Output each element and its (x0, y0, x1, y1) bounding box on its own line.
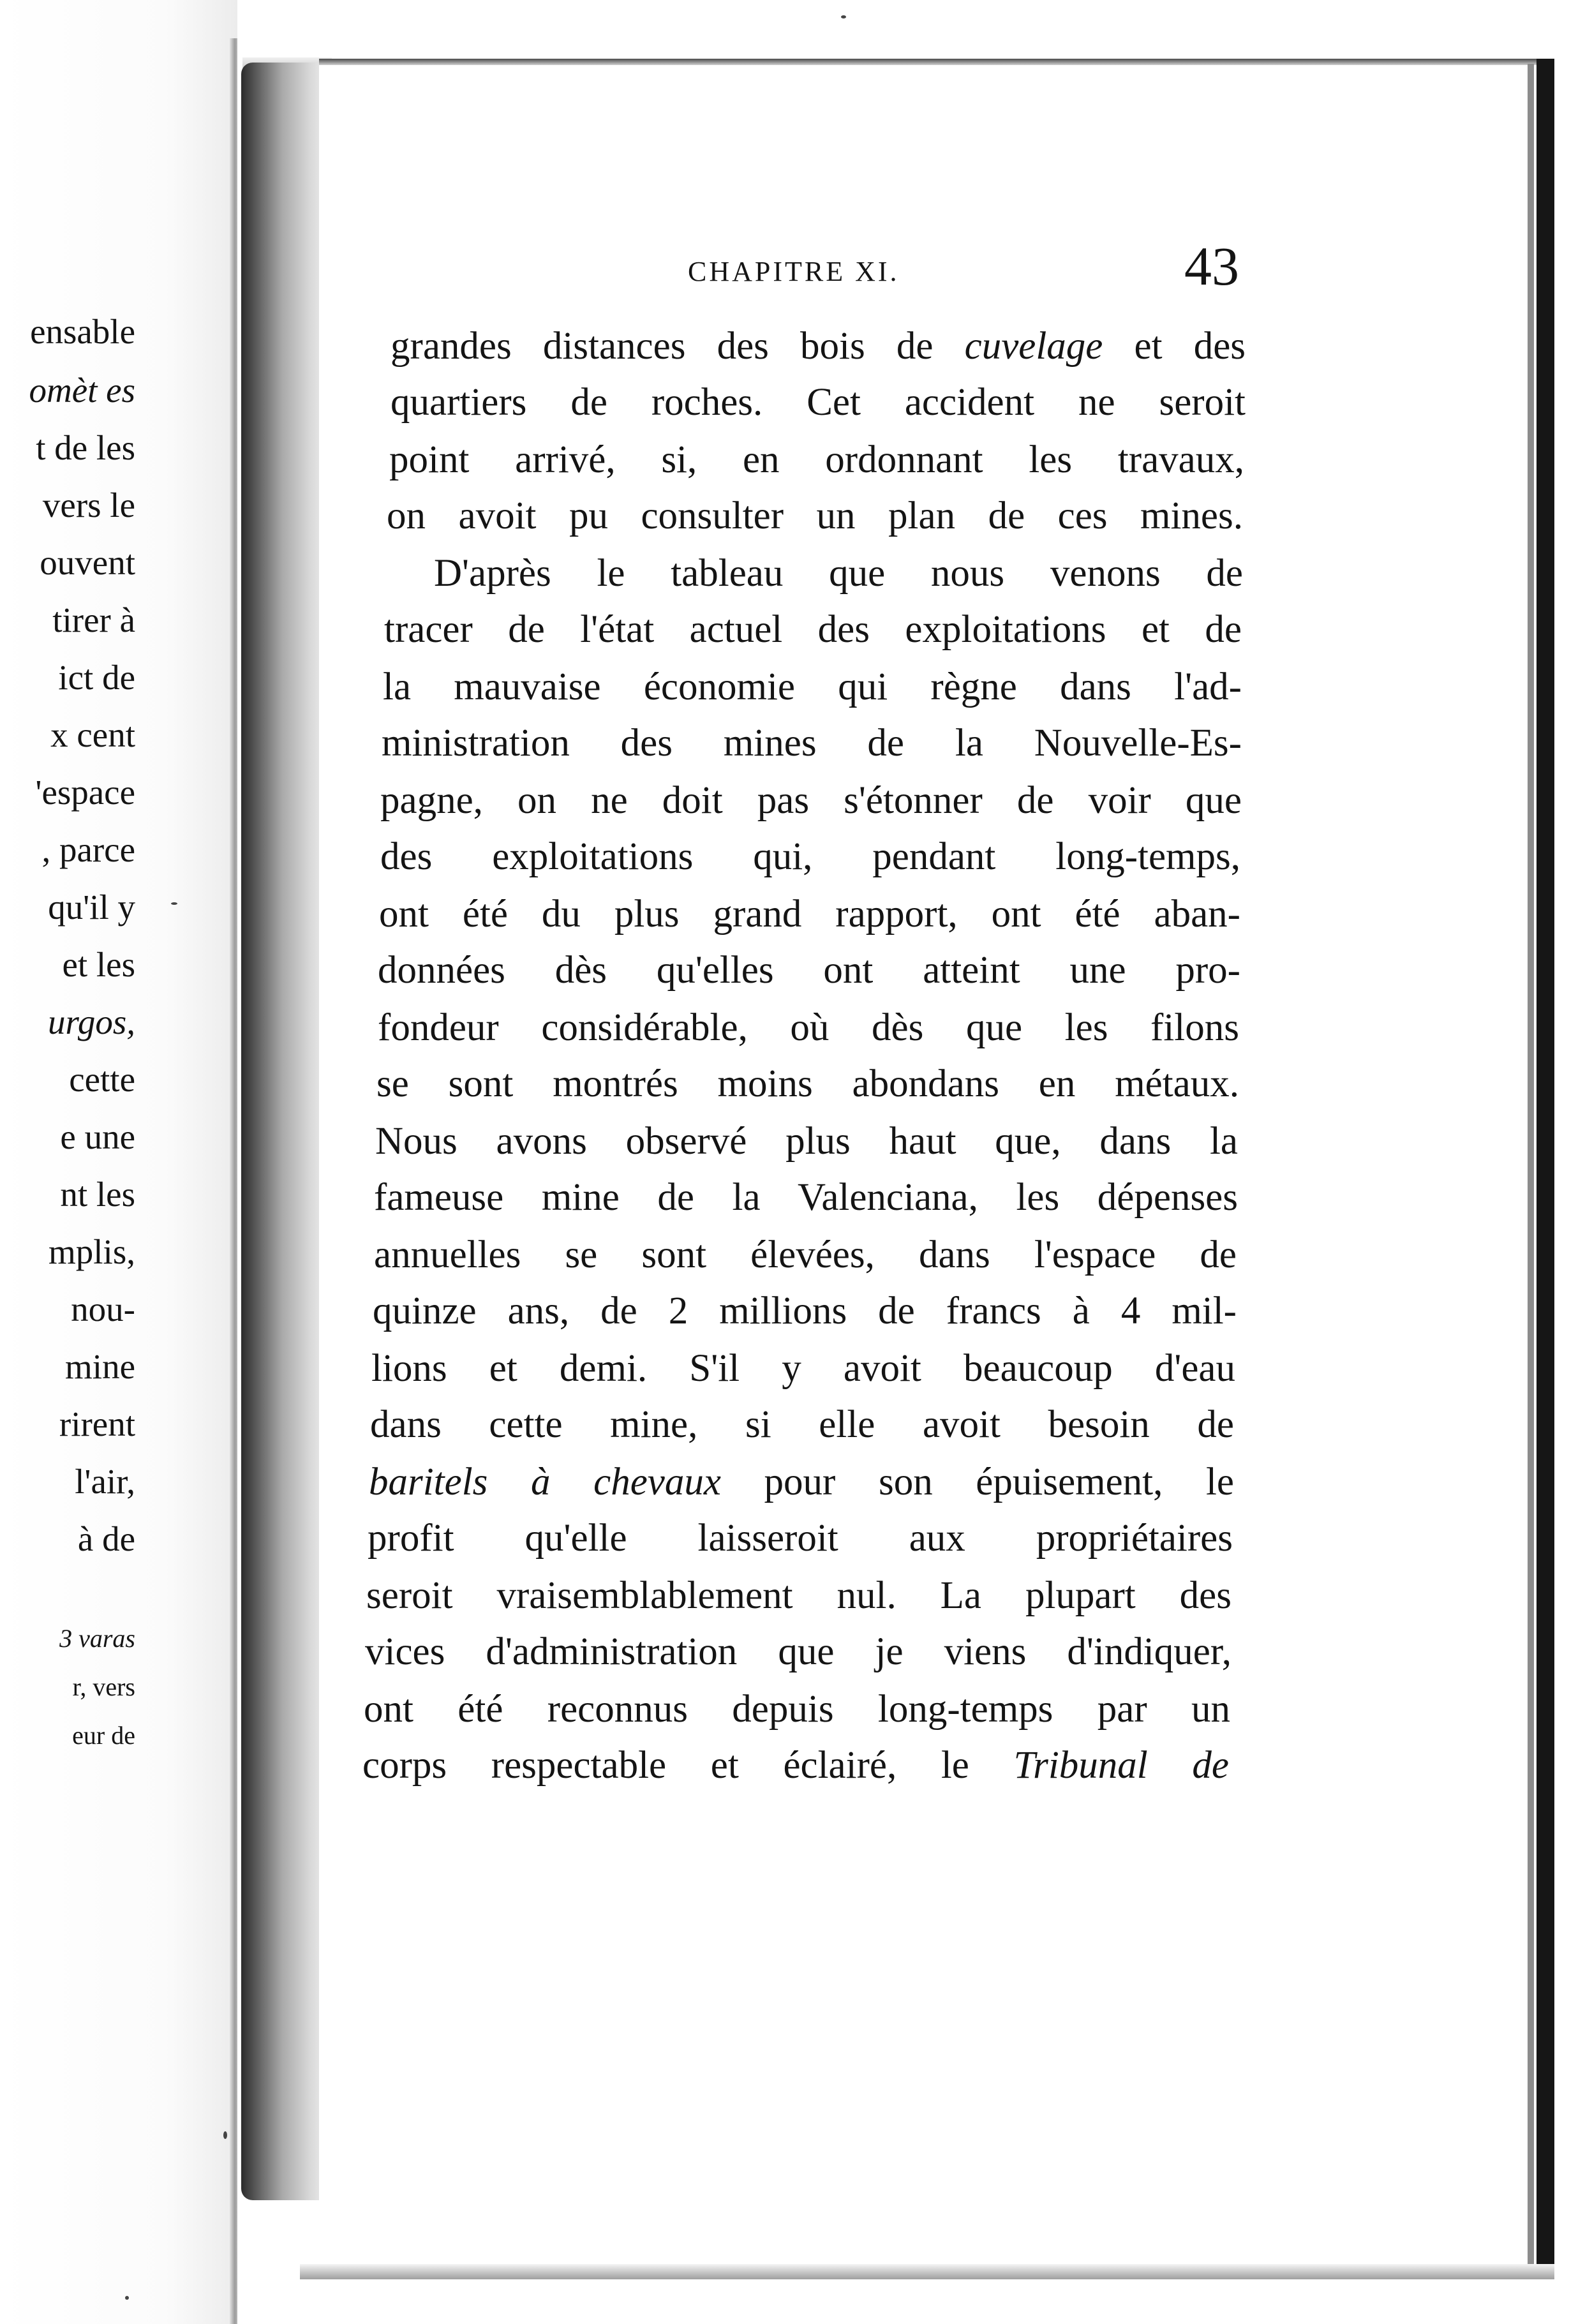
scan-speck (125, 2296, 129, 2300)
page-fore-edge (1537, 59, 1554, 2278)
scan-speck (171, 902, 177, 905)
left-line: rirent (59, 1404, 135, 1443)
scan-speck (841, 15, 846, 19)
left-line: t de les (36, 428, 135, 467)
left-line: nt les (60, 1175, 135, 1214)
body-line: vices d'administration que je viens d'indiquer, (365, 1630, 1232, 1673)
left-line: qu'il y (48, 888, 135, 927)
body-line: des exploitations qui, pendant long-temps, (380, 835, 1240, 878)
body-line: dans cette mine, si elle avoit besoin de (370, 1403, 1234, 1446)
body-line: ont été du plus grand rapport, ont été aban- (379, 893, 1240, 935)
binding-gutter-shadow (241, 63, 332, 2200)
running-head: CHAPITRE XI. (688, 256, 900, 287)
left-line: l'air, (75, 1462, 135, 1501)
left-line: ouvent (40, 543, 135, 582)
left-line: mplis, (48, 1232, 135, 1271)
left-line: nou- (71, 1290, 135, 1329)
body-line: ministration des mines de la Nouvelle-Es- (382, 722, 1242, 764)
body-line: pagne, on ne doit pas s'étonner de voir que (380, 779, 1242, 822)
body-line: fondeur considérable, où dès que les filons (378, 1006, 1239, 1049)
body-line: se sont montrés moins abondans en métaux. (376, 1062, 1239, 1105)
body-line: profit qu'elle laisseroit aux propriétaires (368, 1517, 1233, 1560)
page-fore-edge-shadow (1528, 64, 1534, 2272)
scan-speck (223, 2131, 227, 2139)
left-line: à de (77, 1519, 135, 1558)
left-page-edge (230, 38, 237, 2324)
left-footnote-line: 3 varas (59, 1624, 135, 1653)
body-line: D'après le tableau que nous venons de (434, 552, 1243, 595)
left-line: , parce (41, 830, 135, 869)
body-line: tracer de l'état actuel des exploitations et de (384, 608, 1242, 651)
left-line: cette (69, 1060, 135, 1099)
page-number: 43 (1184, 235, 1239, 297)
left-line: urgos, (47, 1002, 135, 1041)
left-line: e une (60, 1117, 135, 1156)
left-line: tirer à (52, 600, 135, 639)
left-line: mine (65, 1347, 135, 1386)
left-line: ict de (58, 658, 135, 697)
body-line: quartiers de roches. Cet accident ne seroit (391, 381, 1246, 424)
body-line: Nous avons observé plus haut que, dans la (375, 1120, 1238, 1163)
body-line: baritels à chevaux pour son épuisement, le (369, 1461, 1234, 1503)
left-line: ensable (30, 312, 135, 351)
body-line: grandes distances des bois de cuvelage et des (391, 325, 1246, 368)
left-line: et les (62, 945, 135, 984)
body-line: quinze ans, de 2 millions de francs à 4 mil- (373, 1290, 1237, 1332)
body-line: seroit vraisemblablement nul. La plupart des (366, 1574, 1232, 1617)
body-line: on avoit pu consulter un plan de ces mines. (387, 495, 1243, 537)
page-top-edge (319, 59, 1554, 65)
body-line: lions et demi. S'il y avoit beaucoup d'eau (371, 1347, 1235, 1390)
body-line: données dès qu'elles ont atteint une pro- (378, 949, 1240, 992)
left-footnote-line: eur de (72, 1721, 135, 1750)
left-line: omèt es (29, 371, 135, 410)
body-line: corps respectable et éclairé, le Tribunal de (362, 1744, 1229, 1787)
body-line: fameuse mine de la Valenciana, les dépenses (374, 1176, 1238, 1219)
left-line: 'espace (35, 773, 135, 812)
left-page-fragment (0, 0, 237, 2324)
left-line: x cent (50, 715, 135, 754)
body-line: la mauvaise économie qui règne dans l'ad- (383, 666, 1242, 708)
page-bottom-edge (300, 2264, 1554, 2279)
body-line: point arrivé, si, en ordonnant les travaux, (389, 438, 1244, 481)
left-line: vers le (42, 486, 135, 525)
left-footnote-line: r, vers (72, 1672, 135, 1701)
body-line: ont été reconnus depuis long-temps par un (364, 1688, 1230, 1731)
body-line: annuelles se sont élevées, dans l'espace de (374, 1233, 1237, 1276)
